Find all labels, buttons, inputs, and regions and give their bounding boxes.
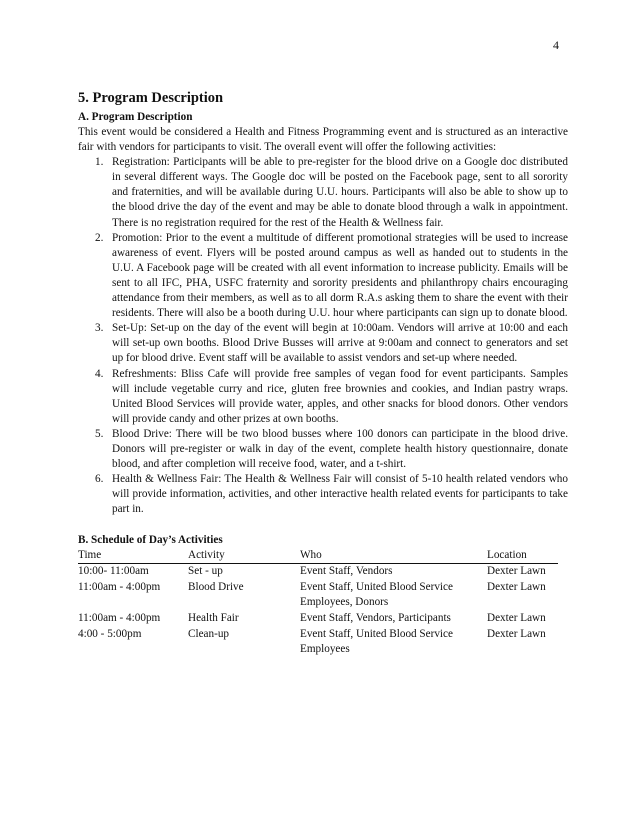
subsection-a-heading: A. Program Description [78,111,193,123]
list-item-text: Registration: Participants will be able to pre-register for the blood drive on a Google doc distributed in several different ways. The Google doc will be posted on the Facebook page, sent to all sorority and fraternities, and will be available during U.U. hours. Participants will also be able to show up to the blood drive the day of the event and may be able to donate blood through a walk in appointment. There is no registration required for the rest of the Health & Wellness fair. [112,156,568,229]
list-item [78,427,568,472]
cell-who: Event Staff, Vendors [300,565,393,578]
list-item-text: Health & Wellness Fair: The Health & Wellness Fair will consist of 5-10 health related vendors who will provide information, activities, and other interactive health related events for participants to take part in. [112,473,568,516]
section-title: 5. Program Description [78,90,224,106]
document-body [78,90,568,658]
cell-who: Event Staff, United Blood Service Employees, Donors [300,581,453,609]
table-row [78,611,558,627]
cell-activity: Clean-up [188,628,230,641]
list-item-text: Set-Up: Set-up on the day of the event will begin at 10:00am. Vendors will arrive at 10:00 and each will set-up own booths. Blood Drive Busses will arrive at 9:00am and connect to generators and set up for blood drive. Event staff will be available to assist vendors and set-up where needed. [112,322,568,365]
cell-activity: Blood Drive [188,581,244,594]
cell-location: Dexter Lawn [487,581,546,594]
page-number: 4 [553,38,559,52]
column-header-location: Location [487,548,558,564]
list-item [78,231,568,322]
cell-time: 4:00 - 5:00pm [78,628,142,641]
schedule-table [78,548,558,658]
column-header-time: Time [78,548,188,564]
list-item-text: Blood Drive: There will be two blood busses where 100 donors can participate in the blood drive. Donors will pre-register or walk in day of the event, complete health history questionnaire, donate blood, and after completion will receive food, water, and a t-shirt. [112,427,568,471]
list-item-number: 5. [95,427,104,440]
cell-location: Dexter Lawn [487,612,546,625]
list-item-number: 1. [95,156,104,169]
column-header-who: Who [300,548,487,564]
subsection-b-heading: B. Schedule of Day’s Activities [78,534,223,547]
table-row [78,580,558,611]
activity-list [78,155,568,517]
table-row [78,564,558,581]
intro-paragraph: This event would be considered a Health and Fitness Programming event and is structured as an interactive fair with vendors for participants to visit. The overall event will offer the following activities: [78,126,568,154]
cell-location: Dexter Lawn [487,628,546,641]
list-item [78,367,568,427]
cell-time: 10:00- 11:00am [78,565,149,578]
cell-who: Event Staff, United Blood Service Employees [300,628,453,656]
list-item-number: 3. [95,322,104,335]
table-header-row [78,548,558,564]
list-item-number: 6. [95,473,104,486]
list-item [78,155,568,230]
cell-who: Event Staff, Vendors, Participants [300,612,451,625]
cell-location: Dexter Lawn [487,565,546,578]
list-item-number: 4. [95,367,104,380]
column-header-activity: Activity [188,548,300,564]
list-item-number: 2. [95,231,104,244]
list-item [78,472,568,517]
list-item-text: Refreshments: Bliss Cafe will provide free samples of vegan food for event participants. Samples will include vegetable curry and rice, gluten free brownies and cookies, and Indian pastry wraps. United Blood Services will provide water, apples, and other snacks for blood donors. Other vendors will provide candy and other prizes at own booths. [112,367,568,425]
list-item-text: Promotion: Prior to the event a multitude of different promotional strategies will be used to increase awareness of event. Flyers will be posted around campus as well as handed out to students in the U.U. A Facebook page will be created with all event information to increase publicity. Emails will be sent to all IFC, PHA, USFC fraternity and sorority presidents and philanthropy chairs encouraging attendance from their members, as well as to all dorm R.A.s asking them to share the event with their residents. There will also be a booth during U.U. hour where participants can sign up to donate blood. [112,231,568,320]
cell-activity: Set - up [188,565,223,578]
cell-time: 11:00am - 4:00pm [78,581,161,594]
cell-time: 11:00am - 4:00pm [78,612,161,625]
list-item [78,321,568,366]
cell-activity: Health Fair [188,612,239,625]
table-row [78,627,558,658]
